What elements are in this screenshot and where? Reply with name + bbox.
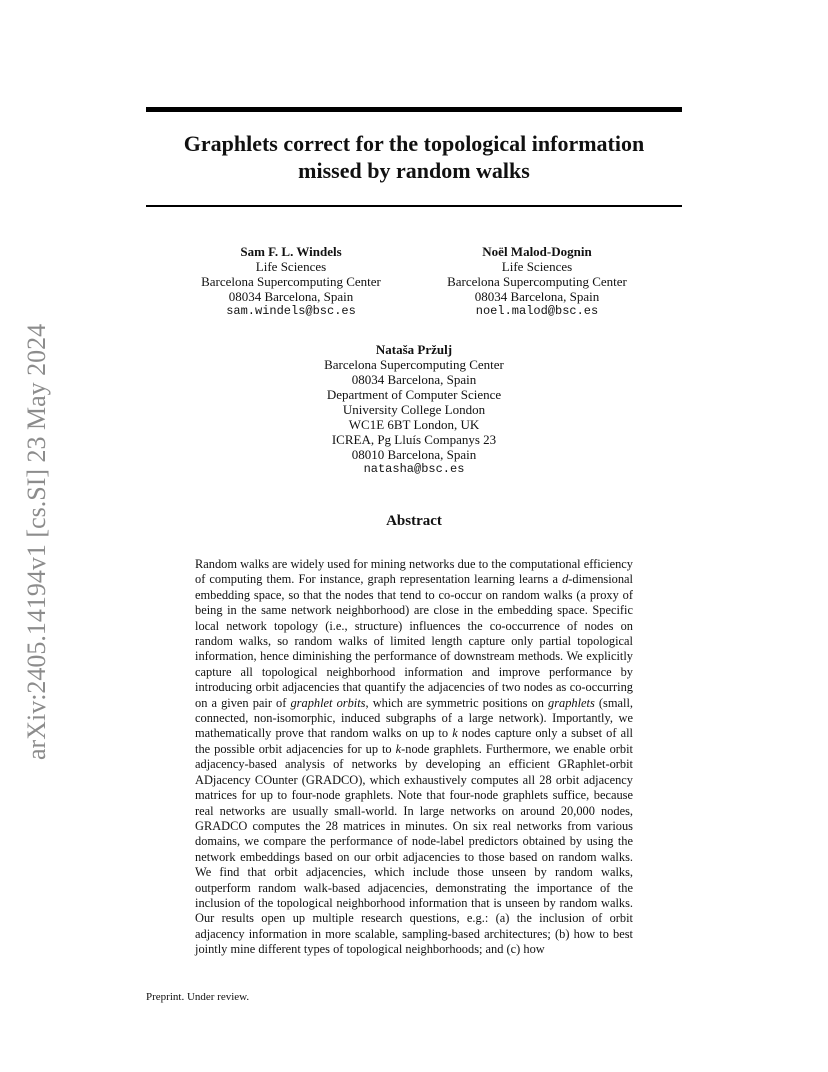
author-affiliation: 08034 Barcelona, Spain [351, 372, 477, 387]
author-affiliation: Barcelona Supercomputing Center [447, 274, 627, 289]
footer-note: Preprint. Under review. [146, 991, 250, 1003]
title-top-rule [146, 107, 682, 112]
author-affiliation: Barcelona Supercomputing Center [201, 274, 381, 289]
author-affiliation: Barcelona Supercomputing Center [324, 357, 504, 372]
title-line-1: Graphlets correct for the topological information [183, 131, 645, 156]
paper-title [146, 130, 682, 184]
abstract-text: Random walks are widely used for mining networks due to the computational efficiency of computing them. For instance, graph representation learning learns a d-dimensional embedding space, so that the nodes that tend to co-occur on random walks (a proxy of being in the same network neighborhood) are close in the embedding space. Specific local network topology (i.e., structure) influences the co-occurrence of nodes on random walks, so random walks of limited length capture only partial topological information, hence diminishing the performance of downstream methods. We explicitly capture all topological neighborhood information and improve performance by introducing orbit adjacencies that quantify the adjacencies of two nodes as co-occurring on a given pair of graphlet orbits, which are symmetric positions on graphlets (small, connected, non-isomorphic, induced subgraphs of a large network). Importantly, we mathematically prove that random walks on up to k nodes capture only a subset of all the possible orbit adjacencies for up to k-node graphlets. Furthermore, we enable orbit adjacency-based analysis of networks by developing an efficient GRaphlet-orbit ADjacency COunter (GRADCO), which exhaustively computes all 28 orbit adjacency matrices for up to four-node graphlets. Note that four-node graphlets suffice, because real networks are usually small-world. In large networks on around 20,000 nodes, GRADCO computes the 28 matrices in minutes. On six real networks from various domains, we compare the performance of node-label predictors obtained by using the network embeddings based on our orbit adjacencies to those based on random walks. We find that orbit adjacencies, which include those unseen by random walks, outperform random walk-based adjacencies, demonstrating the importance of the inclusion of the topological neighborhood information that is unseen by random walks. Our results open up multiple research questions, e.g.: (a) the inclusion of orbit adjacency information in more scalable, sampling-based architectures; (b) how to best jointly mine different types of topological neighborhoods; and (c) how [195, 557, 633, 957]
author-affiliation: 08010 Barcelona, Spain [351, 447, 477, 462]
author-affiliation: 08034 Barcelona, Spain [228, 289, 354, 304]
author-email[interactable]: natasha@bsc.es [363, 462, 465, 476]
author-block [296, 342, 532, 477]
author-email[interactable]: noel.malod@bsc.es [475, 304, 599, 318]
title-bottom-rule [146, 205, 682, 207]
author-affiliation: ICREA, Pg Lluís Companys 23 [331, 432, 497, 447]
author-affiliation: Life Sciences [501, 259, 573, 274]
author-name: Sam F. L. Windels [240, 244, 342, 259]
arxiv-stamp: arXiv:2405.14194v1 [cs.SI] 23 May 2024 [22, 323, 51, 760]
author-affiliation: 08034 Barcelona, Spain [474, 289, 600, 304]
abstract-heading: Abstract [386, 513, 442, 529]
author-email[interactable]: sam.windels@bsc.es [226, 304, 356, 318]
author-block [432, 244, 642, 319]
author-block [186, 244, 396, 319]
author-affiliation: Life Sciences [255, 259, 327, 274]
title-line-2: missed by random walks [298, 158, 530, 183]
author-affiliation: University College London [342, 402, 486, 417]
author-affiliation: WC1E 6BT London, UK [348, 417, 480, 432]
author-name: Noël Malod-Dognin [482, 244, 592, 259]
author-affiliation: Department of Computer Science [326, 387, 502, 402]
author-name: Nataša Pržulj [375, 342, 453, 357]
